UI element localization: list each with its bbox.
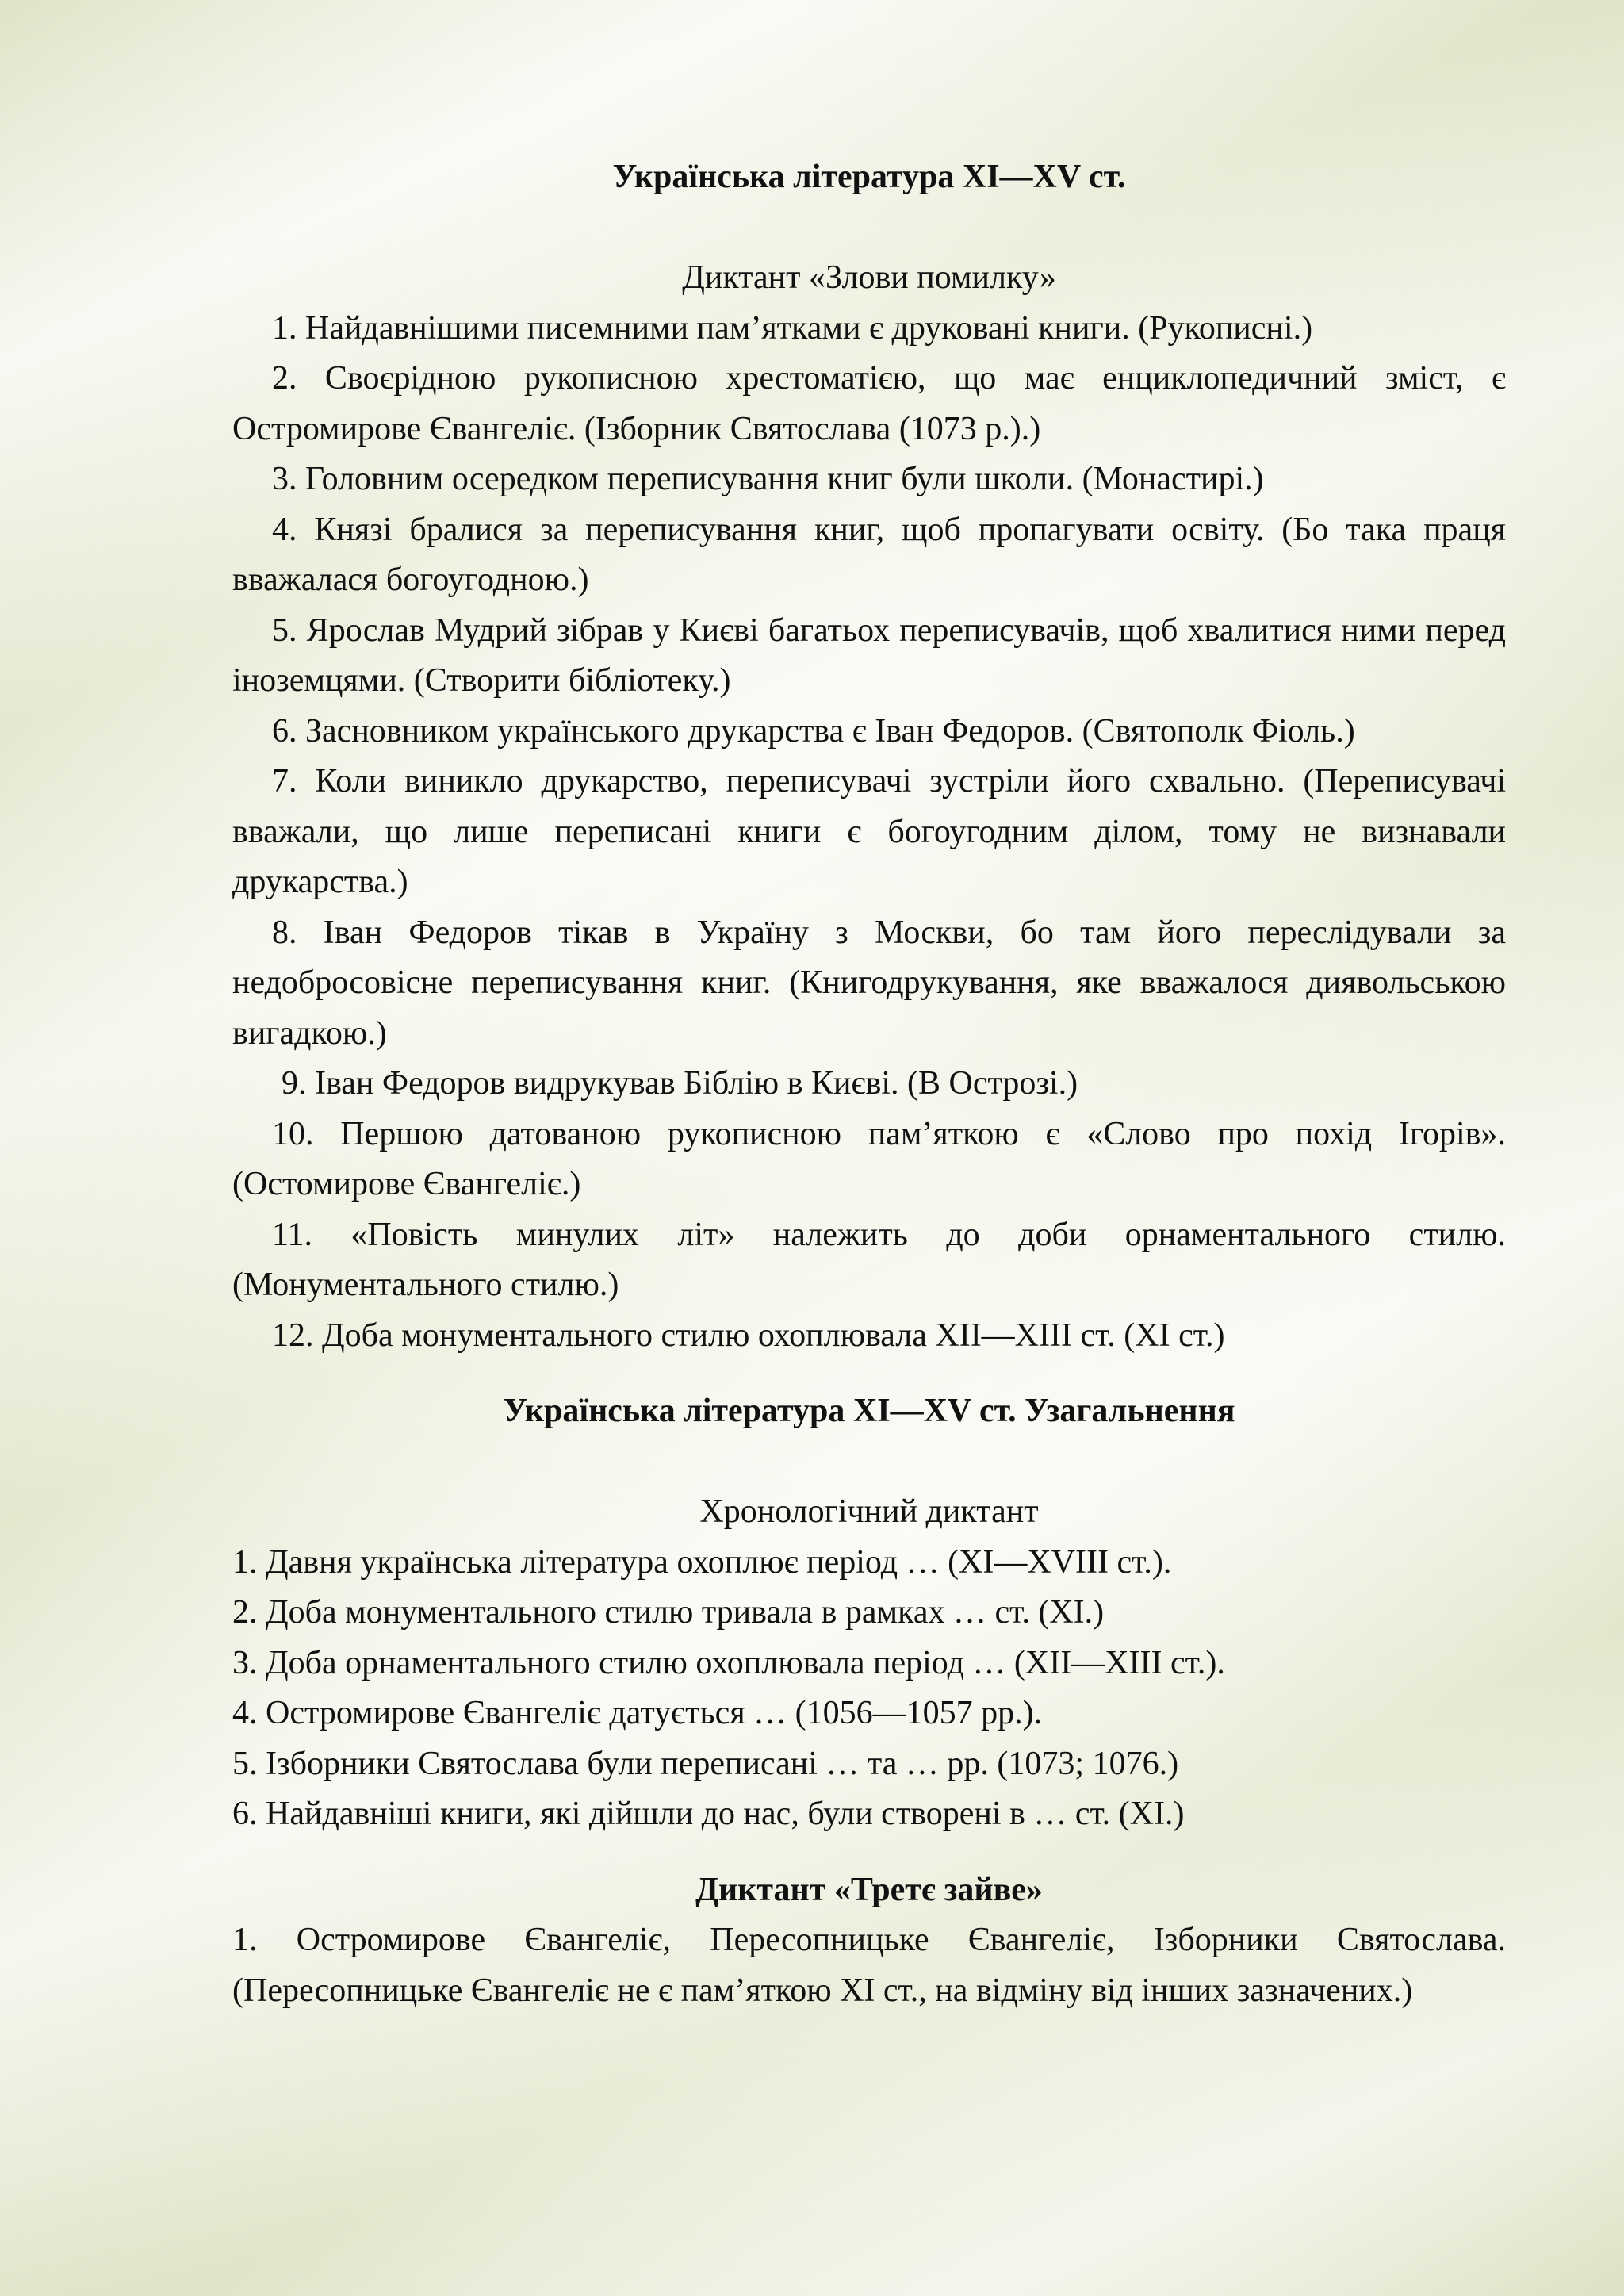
section2-subtitle: Хронологічний диктант: [699, 1493, 1039, 1530]
section3-list: [232, 1915, 1506, 2016]
list-item: 2. Своєрідною рукописною хрестоматією, що має енциклопедичний зміст, є Остромирове Євангеліє. (Ізборник Святослава (1073 р.).): [232, 360, 1506, 447]
list-item: 4. Остромирове Євангеліє датується … (1056—1057 рр.).: [232, 1695, 1043, 1731]
list-item: 6. Засновником українського друкарства є Іван Федоров. (Святополк Фіоль.): [272, 712, 1355, 749]
list-item: 2. Доба монументального стилю тривала в рамках … ст. (XI.): [232, 1594, 1105, 1631]
section2-list: [232, 1538, 1506, 1840]
section1-title: Українська література XI—XV ст.: [612, 159, 1126, 195]
list-item: 11. «Повість минулих літ» належить до доби орнаментального стилю. (Монументального стилю.): [232, 1216, 1506, 1303]
section3-title: Диктант «Третє зайве»: [695, 1871, 1043, 1908]
list-item: 1. Остромирове Євангеліє, Пересопницьке Євангеліє, Ізборники Святослава. (Пересопницьке Євангеліє не є пам’яткою XI ст., на відміну від інших зазначених.): [232, 1922, 1506, 2009]
list-item: 9. Іван Федоров видрукував Біблію в Києві. (В Острозі.): [282, 1065, 1078, 1102]
spacer: [232, 1840, 1506, 1865]
spacer: [232, 203, 1506, 254]
list-item: 6. Найдавніші книги, які дійшли до нас, були створені в … ст. (XI.): [232, 1796, 1185, 1832]
list-item: 5. Ізборники Святослава були переписані … та … рр. (1073; 1076.): [232, 1745, 1179, 1782]
list-item: 10. Першою датованою рукописною пам’яткою є «Слово про похід Ігорів». (Остомирове Євангеліє.): [232, 1115, 1506, 1202]
list-item: 12. Доба монументального стилю охоплювала XII—XIII ст. (XI ст.): [272, 1317, 1225, 1354]
list-item: 1. Найдавнішими писемними пам’ятками є друковані книги. (Рукописні.): [272, 309, 1313, 347]
list-item: 4. Князі бралися за переписування книг, щоб пропагувати освіту. (Бо така праця вважалася богоугодною.): [232, 511, 1506, 598]
spacer: [232, 1437, 1506, 1488]
section1-subtitle: Диктант «Злови помилку»: [682, 259, 1056, 296]
document-page: [232, 152, 1506, 2016]
list-item: 5. Ярослав Мудрий зібрав у Києві багатьох переписувачів, щоб хвалитися ними перед іноземцями. (Створити бібліотеку.): [232, 611, 1506, 699]
list-item: 7. Коли виникло друкарство, переписувачі зустріли його схвально. (Переписувачі вважали, що лише переписані книги є богоугодним ділом, тому не визнавали друкарства.): [232, 763, 1506, 900]
section2-title: Українська література XI—XV ст. Узагальнення: [503, 1393, 1235, 1429]
list-item: 1. Давня українська література охоплює період … (XI—XVIII ст.).: [232, 1543, 1172, 1581]
list-item: 8. Іван Федоров тікав в Україну з Москви, бо там його переслідували за недобросовісне переписування книг. (Книгодрукування, яке вважалося диявольською вигадкою.): [232, 914, 1506, 1052]
spacer: [232, 1361, 1506, 1386]
section1-list: [232, 304, 1506, 1362]
list-item: 3. Доба орнаментального стилю охоплювала період … (XII—XIII ст.).: [232, 1644, 1225, 1681]
list-item: 3. Головним осередком переписування книг були школи. (Монастирі.): [272, 461, 1264, 497]
